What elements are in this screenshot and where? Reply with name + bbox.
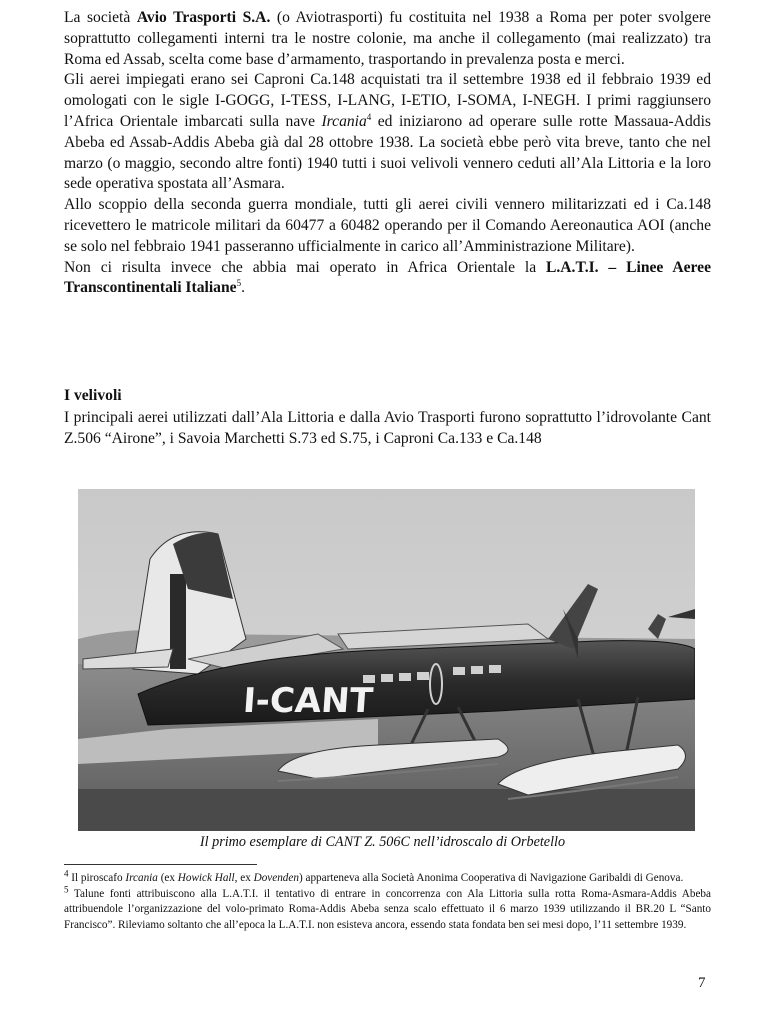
ship-name-italic: Ircania — [321, 112, 367, 130]
registration-marking: I-CANT — [241, 681, 375, 721]
company-name-bold: Avio Trasporti S.A. — [136, 9, 271, 26]
footnote-ref-4[interactable]: 4 — [366, 111, 372, 122]
section-heading: I velivoli — [64, 387, 122, 404]
seaplane-photo — [78, 489, 695, 831]
main-text — [64, 8, 711, 299]
footnote-separator — [64, 864, 257, 865]
footnote-ref-5[interactable]: 5 — [236, 278, 242, 289]
paragraph-aircraft: Gli aerei impiegati erano sei Caproni Ca.148 acquistati tra il settembre 1938 ed il febbraio 1939 ed omologati con le sigle I-GOGG, I-TESS, I-LANG, I-ETIO, I-SOMA, I-NEGH. I primi raggiunsero l’Africa Orientale imbarcati sulla nave Ircania$^4$ ed iniziarono ad operare sulle rotte Massaua-Addis Abeba ed Assab-Addis Abeba già dal 28 ottobre 1938. La società ebbe però vita breve, tanto che nel marzo (o maggio, secondo altre fonti) 1940 tutti i suoi velivoli vennero ceduti all’Ala Littoria e la loro sede operativa spostata all’Asmara. — [64, 71, 711, 193]
footnotes — [64, 868, 711, 933]
paragraph-war: Allo scoppio della seconda guerra mondiale, tutti gli aerei civili vennero militarizzati ed i Ca.148 ricevettero le matricole militari da 60477 a 60482 operando per il Comando Aereonautica AOI (anche se solo nel febbraio 1941 passeranno ufficialmente in carico all’Amministrazione Militare). — [64, 196, 711, 255]
footnote-4: $^4$ Il piroscafo Ircania (ex Howick Hall, ex Dovenden) apparteneva alla Società Anonima Cooperativa di Navigazione Garibaldi di Genova. — [64, 868, 684, 884]
paragraph-avio-trasporti: La società Avio Trasporti S.A. (o Aviotrasporti) fu costituita nel 1938 a Roma per poter svolgere soprattutto collegamenti interni tra le nostre colonie, ma anche il collegamento (mai realizzato) tra Roma ed Assab, scelta come base d’armamento, trasportando in prevalenza posta e merci. — [64, 9, 711, 68]
footnote-5: $^5$ Talune fonti attribuiscono alla L.A.T.I. il tentativo di entrare in concorrenza con Ala Littoria sulla rotta Roma-Asmara-Addis Abeba attribuendole l’organizzazione del volo-primato Roma-Addis Abeba senza scalo effettuato il 6 marzo 1939 utilizzando il BR.20 L “Santo Francisco”. Rileviamo soltanto che all’epoca la L.A.T.I. non esisteva ancora, essendo stata fondata ben sei mesi dopo, l’11 settembre 1939. — [64, 883, 711, 931]
lati-name-bold: L.A.T.I. – Linee Aeree Transcontinentali Italiane — [64, 258, 711, 297]
page-number: 7 — [698, 975, 706, 991]
paragraph-lati: Non ci risulta invece che abbia mai operato in Africa Orientale la L.A.T.I. – Linee Aeree Transcontinentali Italiane$^5$. — [64, 258, 711, 297]
section-text: I principali aerei utilizzati dall’Ala Littoria e dalla Avio Trasporti furono soprattutto l’idrovolante Cant Z.506 “Airone”, i Savoia Marchetti S.73 ed S.75, i Caproni Ca.133 e Ca.148 — [64, 409, 711, 447]
photo-caption: Il primo esemplare di CANT Z. 506C nell’idroscalo di Orbetello — [199, 834, 566, 850]
